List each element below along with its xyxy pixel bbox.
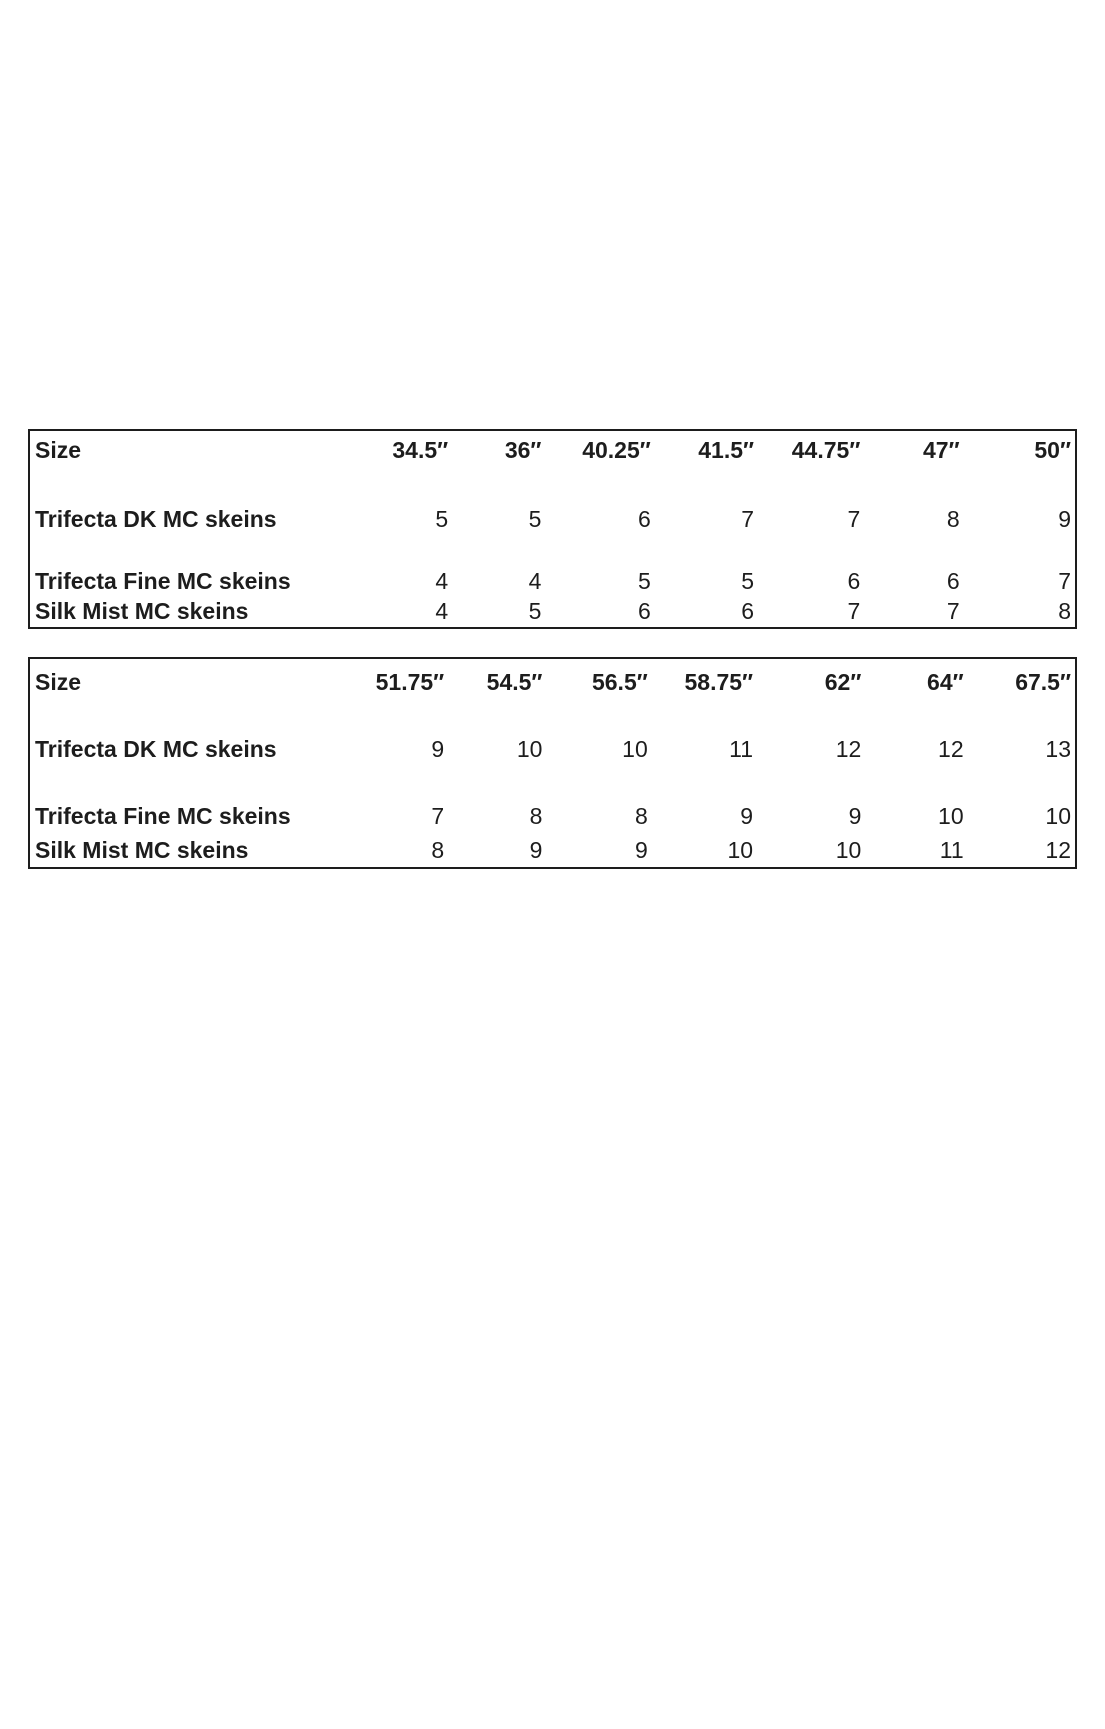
size-column-header: 67.5″ [1015,669,1071,695]
skein-count-cell: 9 [634,837,648,864]
yarn-row-label: Trifecta Fine MC skeins [35,567,291,594]
table-row [29,540,1076,596]
skein-count-cell: 8 [946,505,960,532]
size-column-header: 51.75″ [375,669,445,695]
skein-count-cell: 13 [1045,736,1071,763]
size-header-row [29,658,1076,728]
skein-count-cell: 10 [622,736,648,763]
yarn-requirements-table-larger-sizes [28,657,1077,869]
page [0,429,1105,1729]
skein-count-cell: 11 [729,736,754,763]
skein-count-cell: 8 [634,802,648,829]
yarn-row-label: Silk Mist MC skeins [35,837,249,864]
skein-count-cell: 9 [848,802,862,829]
skein-count-cell: 10 [938,802,964,829]
skein-count-cell: 11 [939,837,964,864]
size-column-header: 41.5″ [698,437,755,463]
skein-count-cell: 4 [528,567,542,594]
skein-count-cell: 9 [431,736,445,763]
yarn-row-label: Trifecta Fine MC skeins [35,802,291,829]
skein-count-cell: 7 [431,802,445,829]
skein-count-cell: 8 [431,837,445,864]
skein-count-cell: 5 [637,567,651,594]
size-header-label: Size [35,437,82,463]
yarn-requirements-table-smaller-sizes [28,429,1077,629]
skein-count-cell: 5 [435,505,449,532]
skein-count-cell: 9 [1058,505,1071,532]
skein-count-cell: 12 [835,736,862,763]
size-column-header: 58.75″ [684,669,754,695]
table-row [29,771,1076,834]
yarn-row-label: Silk Mist MC skeins [35,598,249,625]
size-column-header: 62″ [824,669,862,695]
skein-count-cell: 4 [435,598,449,625]
skein-count-cell: 7 [847,598,861,625]
size-header-row [29,430,1076,498]
skein-count-cell: 7 [741,505,755,532]
skein-count-cell: 5 [528,505,542,532]
size-column-header: 44.75″ [791,437,861,463]
yarn-row-label: Trifecta DK MC skeins [35,736,277,763]
table-row [29,498,1076,540]
size-column-header: 36″ [504,437,542,463]
skein-count-cell: 7 [1058,567,1071,594]
skein-count-cell: 5 [741,567,755,594]
skein-count-cell: 9 [740,802,754,829]
skein-count-cell: 10 [1045,802,1071,829]
skein-count-cell: 6 [946,567,960,594]
size-column-header: 54.5″ [486,669,543,695]
skein-count-cell: 8 [1058,598,1071,625]
skein-count-cell: 6 [637,598,651,625]
skein-count-cell: 6 [847,567,861,594]
skein-count-cell: 12 [938,736,964,763]
yarn-row-label: Trifecta DK MC skeins [35,505,277,532]
table-row [29,834,1076,868]
skein-count-cell: 4 [435,567,449,594]
size-column-header: 34.5″ [392,437,449,463]
size-column-header: 40.25″ [582,437,651,463]
size-column-header: 64″ [927,669,964,695]
skein-count-cell: 10 [835,837,862,864]
table-row [29,728,1076,771]
size-column-header: 47″ [923,437,960,463]
size-header-label: Size [35,669,82,695]
size-column-header: 56.5″ [591,669,648,695]
skein-count-cell: 10 [727,837,754,864]
size-column-header: 50″ [1034,437,1071,463]
skein-count-cell: 6 [741,598,755,625]
skein-count-cell: 10 [516,736,543,763]
skein-count-cell: 8 [529,802,543,829]
skein-count-cell: 5 [528,598,542,625]
skein-count-cell: 12 [1045,837,1071,864]
skein-count-cell: 9 [529,837,543,864]
skein-count-cell: 7 [946,598,960,625]
table-row [29,596,1076,628]
skein-count-cell: 7 [847,505,861,532]
skein-count-cell: 6 [637,505,651,532]
